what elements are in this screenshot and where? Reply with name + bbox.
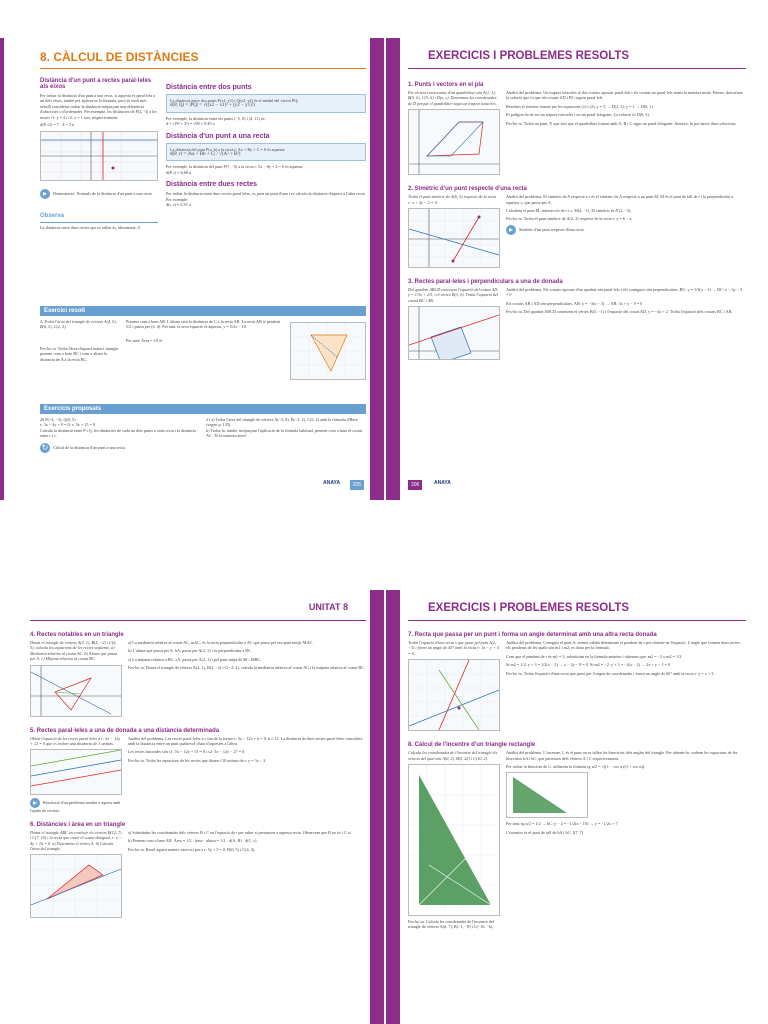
title-rule: [408, 620, 746, 621]
e8-small-graph: [506, 772, 588, 818]
page-205: [0, 38, 384, 500]
e1-title: 1. Punts i vectors en el pla: [408, 82, 484, 88]
p20-lines: r: 3x − 4y + 9 = 0; s: 5x + 15 = 0: [40, 422, 95, 428]
title-rule: [40, 68, 366, 69]
exercises-4-6: [30, 628, 366, 921]
e1-solution-3: El polígon ha de ser un trapezi isòsceles i no un paral·lelogram. La solució és D(6, 3).: [506, 112, 650, 118]
e8-graph-svg: [409, 765, 499, 915]
exercise-1: [408, 78, 744, 363]
e8-solution-4: L'incentre és el punt de tall de bA i bC: I(7, 7): [506, 829, 584, 835]
e1-fes: Fes-ho tu. Troba un punt, P, que faci que el quadrilàter format amb A, B i C sigui un paral·lelogram. Atenció: hi pot haver dues solucions.: [506, 120, 737, 126]
s3-text: Per trobar la distància entre dues rectes paral·leles, es pren un punt d'una i es calcula la distància d'aquest a l'altra recta. Per exemple:: [166, 191, 366, 202]
s1-example: Per exemple, la distància entre els punts (−5, 8) i (4, 11) és:: [166, 115, 266, 121]
e4-sol-a: a) La mediatriu relativa al costat AC, mAC, és la recta perpendicular a AC que passa pel seu punt mitjà, MAC.: [128, 640, 314, 645]
s1-result: d = √(9² + 3²) = √90 ≈ 9,49 u: [166, 121, 215, 127]
demo-note[interactable]: ▸ Demostració. Normals de la distància d'un punt a una recta.: [40, 189, 158, 199]
e8-small-graph-svg: [507, 773, 587, 817]
p20-title: 20 P(−4, −3), Q(0, 5): [40, 417, 76, 422]
e2-title: 2. Simètric d'un punt respecte d'una recta: [408, 186, 527, 193]
sidebar-formula: d(P, r1) = 7 · 4 = 3 u: [40, 122, 75, 128]
page-number: 205: [350, 480, 364, 490]
def2-text: La distància del punt P(a, b) a la recta r: Ax + By + C = 0 és aquesta:: [170, 146, 286, 152]
s2-result: d(P, r) ≈ 6,68 u: [166, 169, 192, 175]
e8-graph: [408, 764, 500, 916]
e6-solution-2: b) Prenem com a base AB. Àrea = 1/2 · base · altura = 1/2 · d(A, B) · d(C, r).: [128, 838, 258, 844]
e7-solution: Anàlisi del problema. Coneguts el punt A, només caldrà determinar el pendent de s per obtenir-ne l'equació. L'angle que formen dues rectes, els pendents de les quals són m1 i m2, es dona per la fórmula.: [506, 640, 741, 651]
e7-solution-2: Com que el pendent de r és m1 = 3, substituïm en la fórmula anterior i obtenim que: m2 = −2 o m2 = 1/2: [506, 653, 682, 659]
sidebar-graph: [40, 131, 158, 181]
sidebar-title: Distància d'un punt a rectes paral·leles als eixos: [40, 78, 152, 90]
page-exercises-7-8: [386, 590, 768, 1024]
e6-fes: Fes-ho tu. Resol aquest mateix exercici per a r: 5y + 5 = 0, B(6, 5) i C(4, 4).: [128, 846, 256, 852]
e3-solution-2: Els costats AB i AD són perpendiculars. AB: y = −3(x − 3) → AB: 3x + y − 9 = 0: [506, 300, 643, 306]
e4-graph-svg: [31, 666, 121, 716]
section-point-line: Distància d'un punt a una recta: [166, 132, 270, 140]
e5-fes: Fes-ho tu. Troba les equacions de les rectes que disten √10 unitats de r: y = 3x − 2.: [128, 757, 267, 763]
video-icon: ▸: [506, 225, 516, 235]
e3-solution: Anàlisi del problema. Els costats oposats d'un quadrat són paral·lels i els contiguos són perpendiculars. BC: y = 1/3(x − 3) → BC: x − 3y − 3 = 0: [506, 287, 743, 298]
e6-title: 6. Distàncies i àrea en un triangle: [30, 821, 126, 828]
e7-statement: Troba l'equació d'una recta s que passi pel punt A(2, −3) i formi un angle de 45° amb la recta r: 3x − y + 5 = 0.: [408, 640, 500, 656]
link-icon: ↻: [41, 442, 49, 452]
main-column: [166, 78, 366, 207]
p21-b: b) Troba-la, també, mitjançant l'aplicació de la fórmula habitual, prenent com a base el costat AC. Té la mateixa àrea?: [206, 427, 362, 439]
right-edge-strip: [370, 38, 384, 500]
unit-header: UNITAT 8: [308, 602, 348, 612]
title-rule: [30, 620, 366, 621]
e3-graph: [408, 306, 500, 360]
e7-graph-svg: [409, 660, 499, 730]
e2-solution-2: Calculem el punt M, intersecció de r i s: M(4, −1). El simètric és A′(2, −5).: [506, 208, 632, 214]
e5-title: 5. Rectes paral·leles a una de donada a una distància determinada: [30, 727, 220, 734]
e6-graph: [30, 854, 122, 918]
e2-graph: [408, 208, 500, 268]
footer-link[interactable]: ↻ Càlcul de la distància d'un punt a una recta.: [41, 442, 126, 452]
page-unit-8: [0, 590, 384, 1024]
e8-solution-2: Per trobar la bisectriu de C, utilitzem la fórmula tg α/2 = √((1 − cos α)/(1 + cos α)).: [506, 764, 646, 770]
e1-statement: Els vèrtexs consecutius d'un quadrilàter són A(1, 1), B(5, 6), C(5, 6) i D(x, y). Determina les coordenades de D perquè el quadrilàter sigui un trapezi isòsceles.: [408, 90, 497, 106]
e4-statement: Donat el triangle de vèrtexs A(2, 1), B(4, −2) i C(6, 3), calcula les equacions de les rectes següents: a) Mediatriu relativa al costat AC. b) Altura que passa per A. c) Mitjana relativa al costat BC.: [30, 640, 118, 662]
resolved-exercise: [40, 306, 366, 383]
resolved-graph-svg: [291, 323, 365, 379]
page-edge: [0, 38, 4, 500]
e3-title: 3. Rectes paral·leles i perpendiculars a una de donada: [408, 279, 563, 286]
section-two-lines: Distància entre dues rectes: [166, 181, 258, 189]
e1-solution-2: Resolem el sistema format per les equacions (1) i (2): y = 3 → D(2, 3); y = 1 → D(6, 1): [506, 103, 653, 109]
e1-solution: Anàlisi del problema. Un trapezi isòsceles té dos costats oposats paral·lels i els costats no paral·lels tenen la mateixa mida. Primer, descartem la solució que fa que els costats AD i BC siguin paral·lels.: [506, 90, 743, 101]
e1-graph-svg: [409, 110, 499, 174]
left-edge-strip: [386, 590, 400, 1024]
section-points-distance: Distància entre dos punts: [166, 84, 252, 91]
page-title: EXERCICIS I PROBLEMES RESOLTS: [428, 602, 630, 614]
sidebar-graph-svg: [41, 132, 157, 180]
e7-title: 7. Recta que passa per un punt i forma un angle determinat amb una altra recta donada: [408, 632, 657, 638]
resolved-bar: Exercici resolt: [40, 306, 366, 316]
page-number: 206: [408, 480, 422, 490]
resolved-statement: 1. Troba l'àrea del triangle de vèrtexs A(4, 0), B(6, 5), C(2, 5).: [40, 319, 117, 330]
e3-graph-svg: [409, 307, 499, 359]
e4-sol-b: b) L'altura que passa per A, hA, passa per A(2, 1) i és perpendicular a BC.: [128, 648, 252, 654]
exercises-7-8: [408, 628, 744, 930]
page-206: [386, 38, 768, 500]
e2-solution: Anàlisi del problema. El simètric de A respecte a r és el simètric de A respecte a un punt M. M és el punt de tall de r i la perpendicular a aquesta, s, que passa per A.: [506, 194, 734, 205]
publisher-logo: ANAYA: [323, 480, 340, 486]
e5-statement: Obtén l'equació de les rectes paral·leles a r: 5x − 12y + 12 = 0 que es troben una distància de 3 unitats.: [30, 735, 121, 747]
definition-box-1: [166, 94, 366, 113]
e2-note[interactable]: ▸ Simètric d'un punt respecte d'una recta.: [506, 225, 744, 235]
e8-solution-3: Per tant: tg α/2 = 1/2 → bC: y − 2 = −1/2(x − 10) → y = −1/2x + 7: [506, 821, 618, 827]
page-title: 8. CÀLCUL DE DISTÀNCIES: [40, 50, 199, 64]
spread-bottom: [0, 590, 768, 1024]
resolved-area: Per tant: Àrea = 10 u²: [126, 337, 163, 343]
e5-solution: Anàlisi del problema. Les rectes paral·leles a r són de la forma s: 5x − 12y + k = 0, k ≠ 12. La distància de dues rectes paral·leles coincideix amb la distància entre un punt qualsevol d'una d'aquestes a l'altra.: [128, 735, 363, 747]
publisher-logo: ANAYA: [434, 480, 451, 486]
s2-example: Per exemple, la distància del punt P(7, −5) a la recta r: 5x − 8y + 4 = 0 és aquesta:: [166, 164, 304, 170]
e1-graph: [408, 109, 500, 175]
resolved-fes: Fes-ho tu. Troba l'àrea d'aquest mateix triangle prenent com a base BC i com a altura la distància de A a la recta BC.: [40, 345, 119, 362]
e6-graph-svg: [31, 855, 121, 917]
def1-text: La distància entre dos punts P(x1, y1) i Q(x2, y2) és el mòdul del vector PQ:: [170, 98, 299, 103]
resolved-graph: [290, 322, 366, 380]
e2-graph-svg: [409, 209, 499, 267]
e5-graph-svg: [31, 750, 121, 794]
spread-top: [0, 38, 768, 500]
def1-formula: d(P, Q) = |PQ| = √((x2 − x1)² + (y2 − y1)²): [170, 103, 255, 109]
title-rule: [408, 68, 746, 69]
right-edge-strip: [370, 590, 384, 1024]
observa-text: La distància entre dues rectes que es tallen és, òbviament, 0.: [40, 222, 158, 230]
e7-graph: [408, 659, 500, 731]
e2-statement: Troba el punt simètric de A(6, 5) respecte de la recta r: x + 2y − 2 = 0.: [408, 194, 497, 205]
page-title: EXERCICIS I PROBLEMES RESOLTS: [428, 50, 630, 62]
proposed-bar: Exercicis proposats: [40, 404, 366, 414]
proposed-exercises: [40, 404, 366, 453]
e8-fes: Fes-ho tu. Calcula les coordenades de l'incentre del triangle de vèrtexs A(6, 7), B(−1, −8) i C(−16, −6).: [408, 919, 494, 930]
e3-statement: Del quadrat ABCD coneixem l'equació del costat AD: y = 1/3x + 2/3, i el vèrtex B(3, 0). Troba l'equació del costat BC i AB.: [408, 287, 499, 303]
e5-graph: [30, 749, 122, 795]
s3-result: d(r, s) ≈ 0,35 u: [166, 202, 191, 208]
resolved-solution: Prenem com a base AB. L'altura serà la distància de C a la recta AB. La recta AB té pendent 5/2 i passa per (4, 0). Per tant, la seva equació és aquesta: y = 5/2x − 10: [126, 319, 281, 330]
p21-a: 21 a) Troba l'àrea del triangle de vèrtexs A(−3, 8), B(−3, 2), C(5, 2) amb la fórmula d'Heró (vegeu p. 135).: [206, 417, 358, 428]
observa-title: Observa: [40, 213, 65, 220]
e3-fes: Fes-ho tu. Del quadrat ABCD coneixem el vèrtex B(5, −1) i l'equació del costat AD, y = −4x + 2. Troba l'equació dels costats BC i AB.: [506, 309, 733, 315]
e8-title: 8. Càlcul de l'incentre d'un triangle rectangle: [408, 742, 536, 749]
def2-formula: d(P, r) = |Aa + Bb + C| / √(A² + B²): [170, 152, 241, 158]
e7-solution-3: Si m2 = 1/2: y + 3 = 1/2(x − 2) → x − 2y − 8 = 0. Si m2 = −2: y + 3 = −2(x − 2) → 2x + y − 1 = 0: [506, 662, 671, 668]
e5-solution-2: Les rectes buscades són s1: 5x − 12y + 51 = 0 i s2: 5x − 12y − 27 = 0.: [128, 749, 246, 755]
e2-fes: Fes-ho tu. Troba el punt simètric de A(2, 2) respecte de la recta r: y = 6 − x.: [506, 216, 633, 222]
p20-text: Calcula la distància entre P i Q, les distàncies de cada un dels punts a cada recta i la distància entre r i s.: [40, 427, 196, 439]
e7-fes: Fes-ho tu. Troba l'equació d'una recta que passi per l'origen de coordenades i formi un angle de 60° amb la recta r: y = x + 3.: [506, 670, 715, 676]
e4-graph: [30, 665, 122, 717]
e8-statement: Calcula les coordenades de l'incentre del triangle els vèrtexs del qual són A(0, 2), B(5, 22) i C(10, 2).: [408, 750, 498, 761]
e4-title: 4. Rectes notables en un triangle: [30, 632, 124, 638]
e4-fes: Fes-ho tu. Donat el triangle de vèrtexs A(4, 1), B(2, −2) i C(−2, 2), calcula la mediatriu relativa al costat AC i la mitjana relativa al costat BC.: [128, 665, 366, 671]
e6-statement: Donat el triangle ABC en conèixer els vèrtexs B(12, 7) i C(7, 10) i la recta que conté el costat desigual, r: x − 4y + 16 = 0. a) Determina el vèrtex A. b) Calcula l'àrea del triangle.: [30, 829, 122, 852]
definition-box-2: [166, 143, 366, 162]
e5-note[interactable]: ▸ Resolució d'un problema similar a aquest amb l'ajuda de vectors.: [30, 798, 121, 814]
left-edge-strip: [386, 38, 400, 500]
e8-solution: Anàlisi del problema. L'incentre, I, és el punt on es tallen les bisectrius dels angles del triangle. Per obtenir-lo, trobem les equacions de les bisectrius bA i bC, que parteixen dels vèrtexs A i C respectivament.: [506, 750, 738, 761]
video-icon: ▸: [40, 189, 50, 199]
sidebar-text: Per trobar la distància d'un punt a una recta, si aquesta és paral·lela a un dels eixos, també pot aplicar-se la fórmula, però és molt més senzill considerar trobar la distància mitjançant una diferència d'abscisses o d'ordenades. Per exemple, les distàncies de P(2, -3) a les rectes r1: y = 4 i r2: x = 1 són, respectivament:: [40, 93, 157, 120]
e4-sol-c: c) La mitjana relativa a BC, sA, passa per A(2, 1) i pel punt mitjà de BC, MBC.: [128, 656, 262, 662]
video-icon: ▸: [30, 798, 40, 808]
e6-solution: a) Substituïm les coordenades dels vèrtexs B i C en l'equació de r per saber si pertanyen a aquesta recta. Observem que B no és i C sí.: [128, 829, 352, 835]
